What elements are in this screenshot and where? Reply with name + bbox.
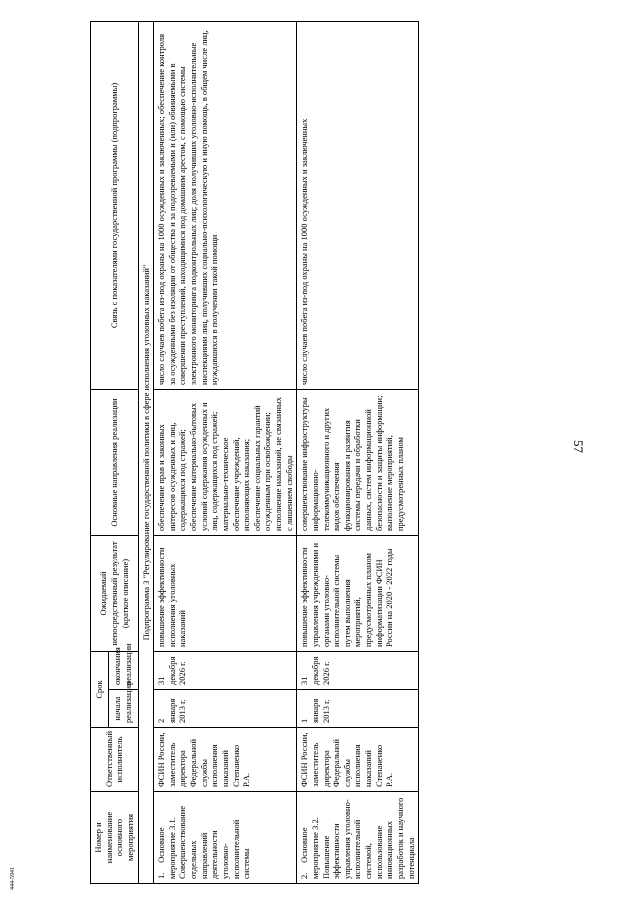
header-number-name: Номер и наименование основного мероприятия <box>91 792 139 884</box>
header-term: Срок <box>91 652 109 728</box>
header-link: Связь с показателями государственной программы (подпрограммы) <box>91 22 139 390</box>
table-row <box>154 22 297 884</box>
row-number: 2. <box>299 872 310 879</box>
row-end: 31 декабря 2026 г. <box>297 652 419 690</box>
header-row-1 <box>91 22 109 884</box>
row-end: 31 декабря 2026 г. <box>154 652 297 690</box>
row-link: число случаев побега из-под охраны на 1000 осужденных и заключенных <box>297 22 419 390</box>
row-directions: совершенствование инфраструктуры информационно-телекоммуникационного и других видов обеспечения функционирования и развития системы передачи и обработки данных, систем информационной безопасности и защиты информации; выполнение мероприятий, предусмотренных планом <box>297 390 419 536</box>
subprogram-row <box>138 22 154 884</box>
page-number: 57 <box>571 440 586 453</box>
header-expected: Ожидаемый непосредственный результат (краткое описание) <box>91 536 139 652</box>
row-number-name <box>154 792 297 884</box>
row-expected: повышение эффективности управления учреждениями и органами уголовно-исполнительной системы путем выполнения мероприятий, предусмотренных планом информатизации ФСИН России на 2020 - 2022 годы <box>297 536 419 652</box>
row-executor: ФСИН России, заместитель директора Федеральной службы исполнения наказаний Степаненко Р.А. <box>297 728 419 792</box>
row-executor: ФСИН России, заместитель директора Федеральной службы исполнения наказаний Степаненко Р.А. <box>154 728 297 792</box>
row-link: число случаев побега из-под охраны на 1000 осужденных и заключенных; обеспечение контроля за осужденными без изоляции от общества и за подозреваемыми и (или) обвиняемыми в совершении преступлений, находящимися под домашним арестом, с помощью системы электронного мониторинга подконтрольных лиц; доля получивших уголовно-исполнительные инспекциями лиц, получивших социально-психологическую и иную помощь, в общем числе лиц, нуждавшихся в получении такой помощи <box>154 22 297 390</box>
header-start: начала реализации <box>108 690 138 728</box>
table-row <box>297 22 419 884</box>
header-directions: Основные направления реализации <box>91 390 139 536</box>
row-directions: обеспечение прав и законных интересов осужденных и лиц, содержащихся под стражей; обеспечение материально-бытовых условий содержания осужденных и лиц, содержащихся под стражей; материально-техническое обеспечение учреждений, исполняющих наказания; обеспечение социальных гарантий осужденным при освобождении; исполнение наказаний, не связанных с лишением свободы <box>154 390 297 536</box>
row-number: 1. <box>156 872 167 879</box>
row-number-name <box>297 792 419 884</box>
row-start: 1 января 2013 г. <box>297 690 419 728</box>
row-name: Основное мероприятие 3.1. Совершенствование отдельных направлений деятельности уголовно-исполнительной системы <box>156 805 252 879</box>
header-end: окончания реализации <box>108 652 138 690</box>
row-expected: повышение эффективности исполнения уголовных наказаний <box>154 536 297 652</box>
header-executor: Ответственный исполнитель <box>91 728 139 792</box>
row-start: 2 января 2013 г. <box>154 690 297 728</box>
subprogram-title: Подпрограмма 3 "Регулирование государственной политики в сфере исполнения уголовных наказаний" <box>138 22 154 884</box>
footer-code: 444-5941 <box>10 867 16 890</box>
rotated-table-container <box>90 22 610 884</box>
row-name: Основное мероприятие 3.2. Повышение эффективности управления уголовно-исполнительной системой, использование инновационных разработок и научного потенциала <box>299 797 416 879</box>
measures-table <box>90 21 419 884</box>
